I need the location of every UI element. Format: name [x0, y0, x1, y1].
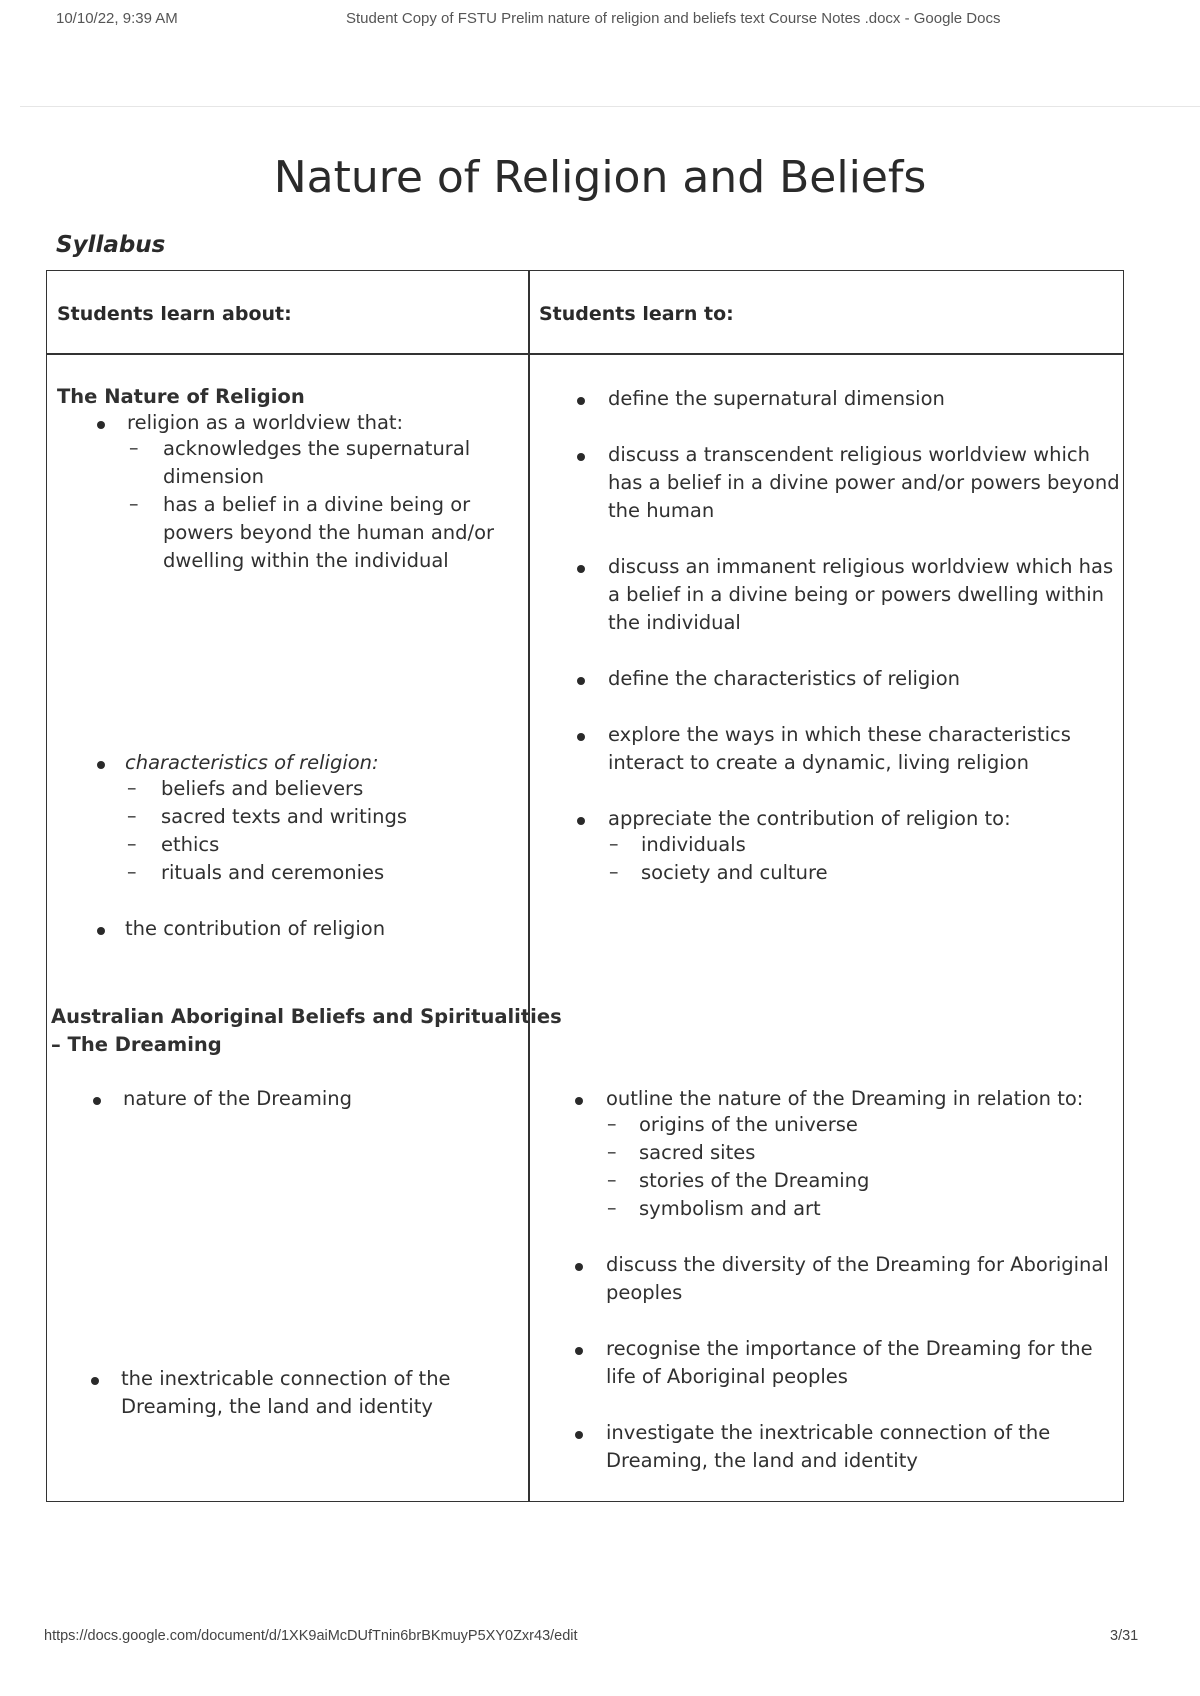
- appreciate-item: society and culture: [641, 861, 828, 884]
- investigate-line2: Dreaming, the land and identity: [606, 1449, 918, 1472]
- header-students-learn-to: Students learn to:: [539, 303, 734, 325]
- section-heading-aboriginal-line1: Australian Aboriginal Beliefs and Spiritualities: [51, 1005, 562, 1028]
- define-supernatural: define the supernatural dimension: [608, 387, 945, 410]
- characteristics-lead: characteristics of religion:: [125, 751, 379, 774]
- bullet: [577, 565, 585, 573]
- connection-line1: the inextricable connection of the: [121, 1367, 451, 1390]
- explore-line1: explore the ways in which these characteristics: [608, 723, 1071, 746]
- diversity-line1: discuss the diversity of the Dreaming for Aboriginal: [606, 1253, 1109, 1276]
- diversity-line2: peoples: [606, 1281, 683, 1304]
- bullet: [97, 421, 105, 429]
- define-characteristics: define the characteristics of religion: [608, 667, 961, 690]
- section-heading-nature-of-religion: The Nature of Religion: [57, 385, 305, 408]
- dash: –: [609, 833, 619, 855]
- bullet: [577, 397, 585, 405]
- transcendent-line2: has a belief in a divine power and/or powers beyond: [608, 471, 1120, 494]
- header-students-learn-about: Students learn about:: [57, 303, 292, 325]
- print-url: https://docs.google.com/document/d/1XK9aiMcDUfTnin6brBKmuyP5XY0Zxr43/edit: [44, 1628, 578, 1644]
- dash: –: [607, 1169, 617, 1191]
- outline-item: symbolism and art: [639, 1197, 821, 1220]
- immanent-line1: discuss an immanent religious worldview which has: [608, 555, 1114, 578]
- immanent-line2: a belief in a divine being or powers dwelling within: [608, 583, 1105, 606]
- worldview-sub2-line2: powers beyond the human and/or: [163, 521, 495, 544]
- section-heading-aboriginal-line2: – The Dreaming: [51, 1033, 222, 1056]
- recognise-line2: life of Aboriginal peoples: [606, 1365, 848, 1388]
- appreciate-item: individuals: [641, 833, 746, 856]
- worldview-sub1-line2: dimension: [163, 465, 265, 488]
- document-title: Nature of Religion and Beliefs: [273, 152, 927, 203]
- transcendent-line3: the human: [608, 499, 715, 522]
- dash: –: [609, 861, 619, 883]
- dash: –: [127, 805, 137, 827]
- outline-item: sacred sites: [639, 1141, 756, 1164]
- dash: –: [607, 1141, 617, 1163]
- bullet: [577, 453, 585, 461]
- header-divider: [20, 106, 1200, 107]
- dash: –: [129, 493, 139, 515]
- nature-of-dreaming: nature of the Dreaming: [123, 1087, 352, 1110]
- column-divider: [528, 271, 530, 1501]
- print-date: 10/10/22, 9:39 AM: [56, 10, 178, 27]
- dash: –: [127, 777, 137, 799]
- immanent-line3: the individual: [608, 611, 741, 634]
- bullet: [575, 1431, 583, 1439]
- contribution-of-religion: the contribution of religion: [125, 917, 386, 940]
- investigate-line1: investigate the inextricable connection of the: [606, 1421, 1051, 1444]
- worldview-sub2-line1: has a belief in a divine being or: [163, 493, 471, 516]
- bullet: [97, 761, 105, 769]
- bullet: [93, 1097, 101, 1105]
- worldview-lead: religion as a worldview that:: [127, 411, 404, 434]
- bullet: [575, 1263, 583, 1271]
- bullet: [577, 677, 585, 685]
- transcendent-line1: discuss a transcendent religious worldview which: [608, 443, 1090, 466]
- characteristic-item: ethics: [161, 833, 220, 856]
- dash: –: [607, 1113, 617, 1135]
- bullet: [577, 733, 585, 741]
- worldview-sub1-line1: acknowledges the supernatural: [163, 437, 471, 460]
- recognise-line1: recognise the importance of the Dreaming for the: [606, 1337, 1093, 1360]
- worldview-sub2-line3: dwelling within the individual: [163, 549, 449, 572]
- connection-line2: Dreaming, the land and identity: [121, 1395, 433, 1418]
- outline-item: stories of the Dreaming: [639, 1169, 870, 1192]
- page-number: 3/31: [1110, 1628, 1139, 1644]
- explore-line2: interact to create a dynamic, living religion: [608, 751, 1029, 774]
- outline-lead: outline the nature of the Dreaming in relation to:: [606, 1087, 1084, 1110]
- dash: –: [127, 861, 137, 883]
- bullet: [577, 817, 585, 825]
- bullet: [575, 1097, 583, 1105]
- bullet: [97, 927, 105, 935]
- characteristic-item: beliefs and believers: [161, 777, 364, 800]
- dash: –: [129, 437, 139, 459]
- appreciate-lead: appreciate the contribution of religion to:: [608, 807, 1011, 830]
- header-row-divider: [47, 353, 1123, 355]
- dash: –: [607, 1197, 617, 1219]
- bullet: [91, 1377, 99, 1385]
- characteristic-item: rituals and ceremonies: [161, 861, 385, 884]
- print-doc-title: Student Copy of FSTU Prelim nature of religion and beliefs text Course Notes .docx - Google Docs: [346, 10, 1001, 27]
- outline-item: origins of the universe: [639, 1113, 858, 1136]
- dash: –: [127, 833, 137, 855]
- syllabus-label: Syllabus: [56, 232, 166, 258]
- syllabus-table: [46, 270, 1124, 1502]
- bullet: [575, 1347, 583, 1355]
- print-header: [0, 10, 1200, 32]
- characteristic-item: sacred texts and writings: [161, 805, 408, 828]
